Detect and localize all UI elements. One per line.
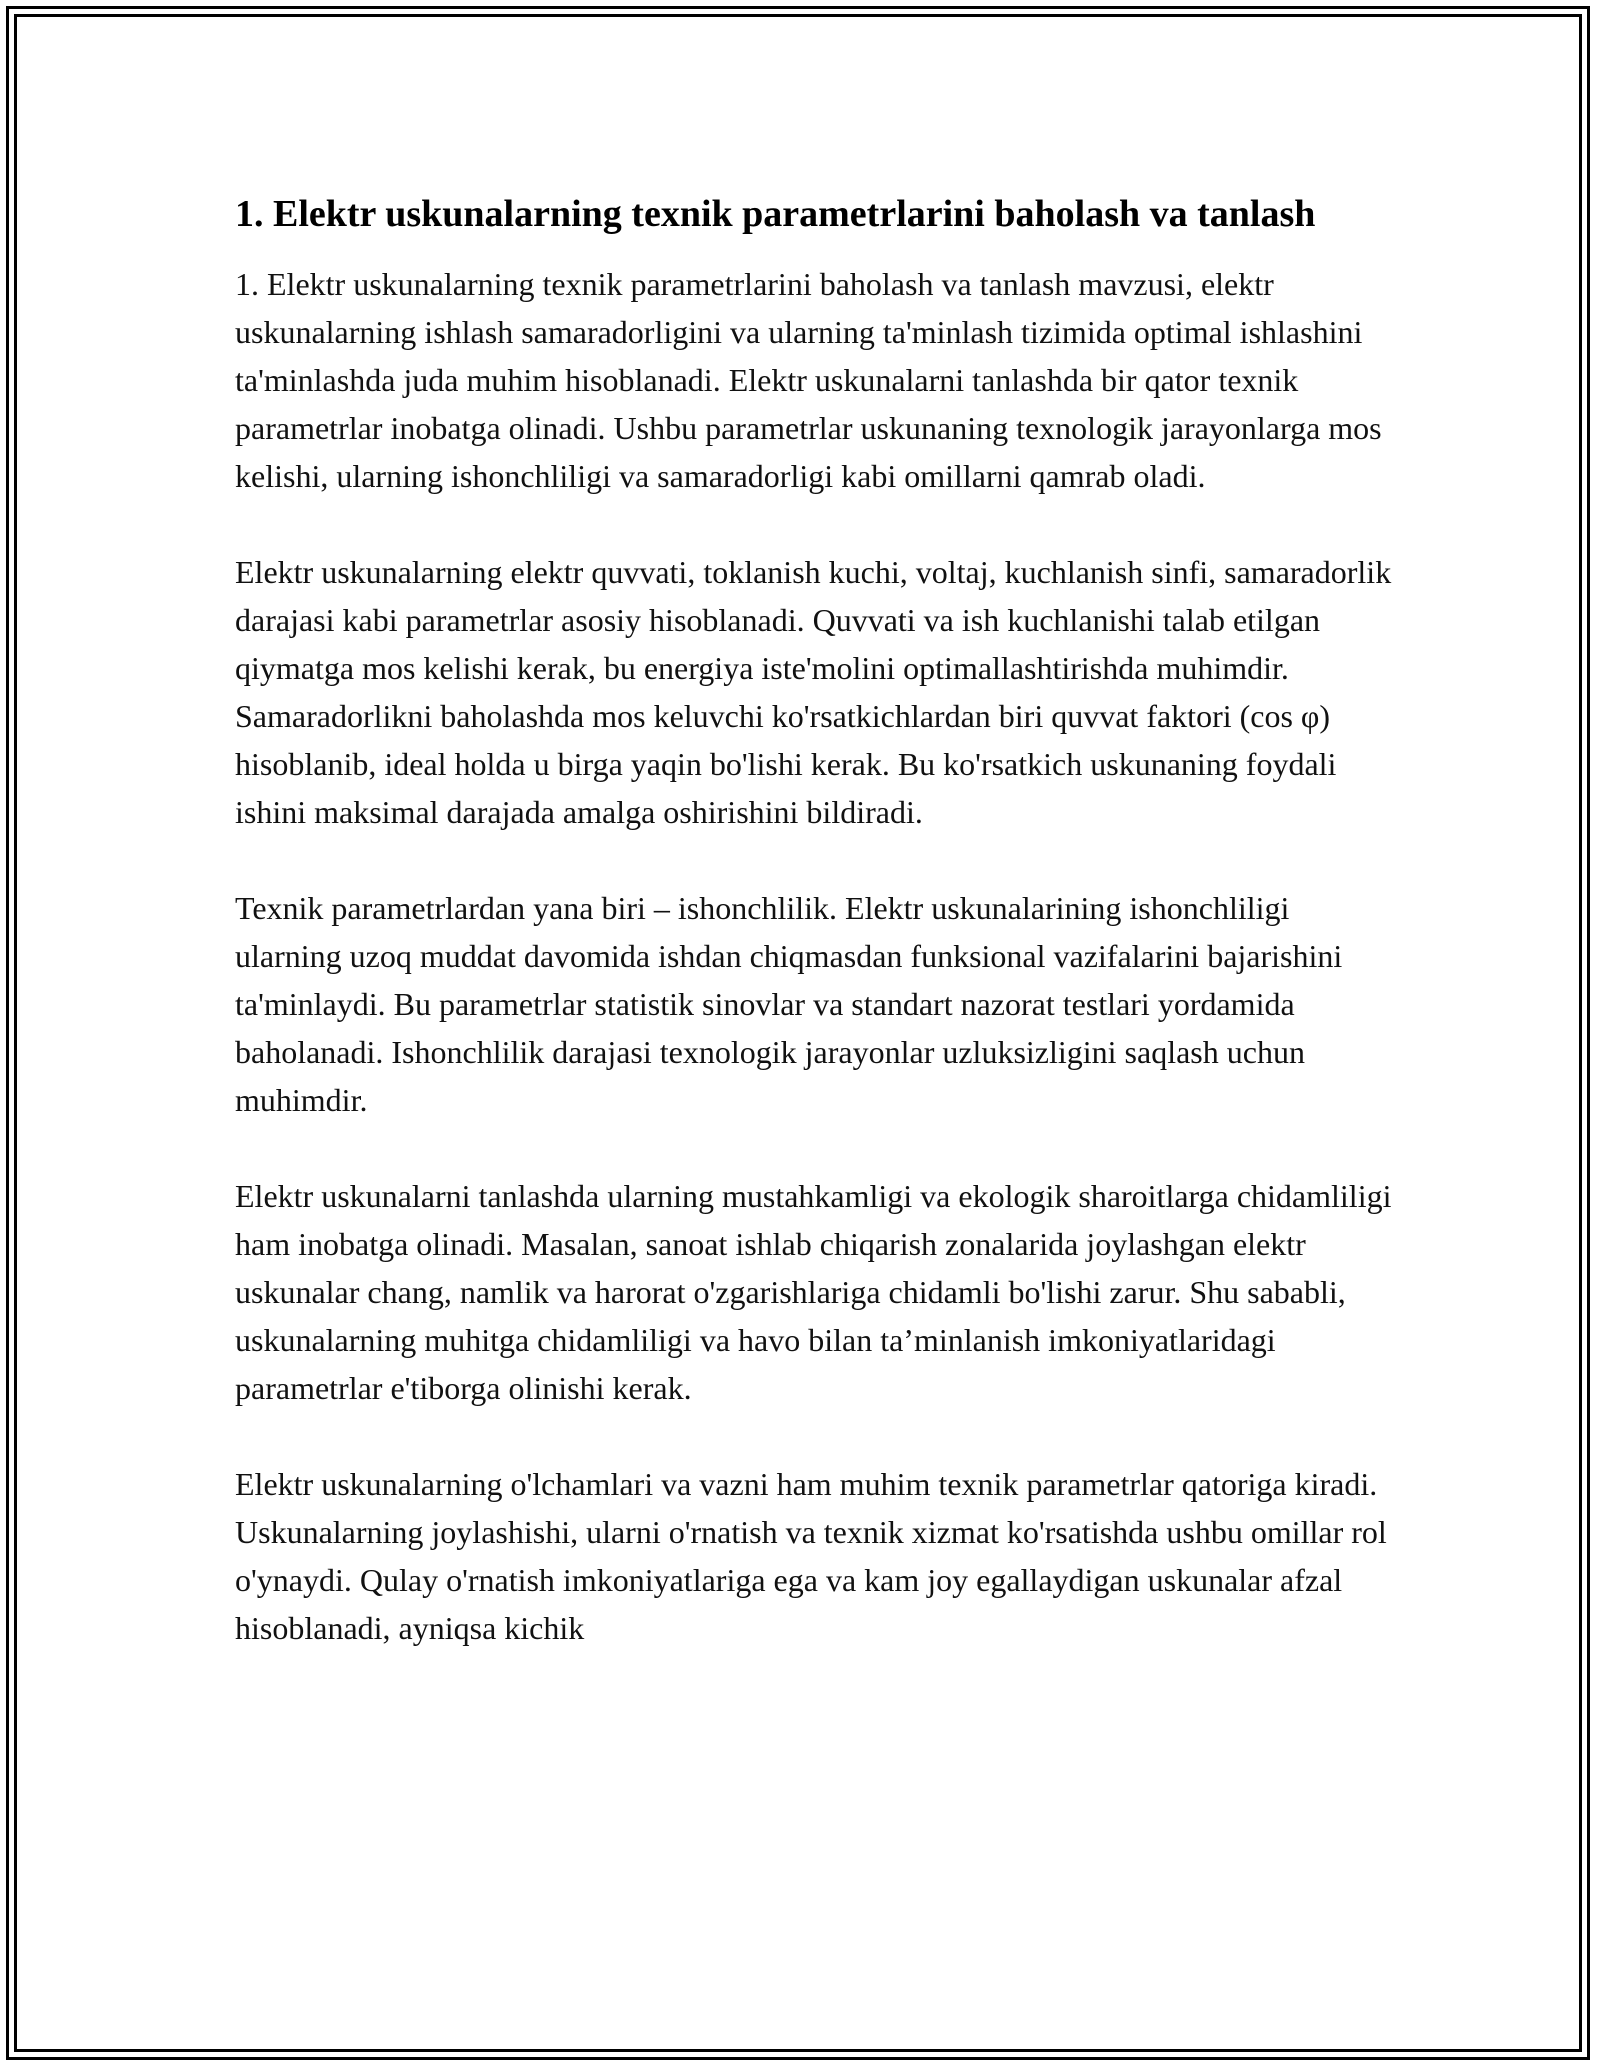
paragraph-electrical-parameters: Elektr uskunalarning elektr quvvati, toklanish kuchi, voltaj, kuchlanish sinfi, samaradorlik darajasi kabi parametrlar asosiy hisoblanadi. Quvvati va ish kuchlanishi talab etilgan qiymatga mos kelishi kerak, bu energiya iste'molini optimallashtirishda muhimdir. Samaradorlikni baholashda mos keluvchi ko'rsatkichlardan biri quvvat faktori (cos φ) hisoblanib, ideal holda u birga yaqin bo'lishi kerak. Bu ko'rsatkich uskunaning foydali ishini maksimal darajada amalga oshirishini bildiradi. bbox=[235, 554, 1392, 830]
paragraph-dimensions: Elektr uskunalarning o'lchamlari va vazni ham muhim texnik parametrlar qatoriga kiradi. Uskunalarning joylashishi, ularni o'rnatish va texnik xizmat ko'rsatishda ushbu omillar rol o'ynaydi. Qulay o'rnatish imkoniyatlariga ega va kam joy egallaydigan uskunalar afzal hisoblanadi, ayniqsa kichik bbox=[235, 1466, 1387, 1646]
paragraph-durability: Elektr uskunalarni tanlashda ularning mustahkamligi va ekologik sharoitlarga chidamliligi ham inobatga olinadi. Masalan, sanoat ishlab chiqarish zonalarida joylashgan elektr uskunalar chang, namlik va harorat o'zgarishlariga chidamli bo'lishi zarur. Shu sababli, uskunalarning muhitga chidamliligi va havo bilan ta’minlanish imkoniyatlaridagi parametrlar e'tiborga olinishi kerak. bbox=[235, 1178, 1392, 1406]
page-title: 1. Elektr uskunalarning texnik parametrlarini baholash va tanlash bbox=[235, 193, 1316, 235]
document-page bbox=[235, 186, 1395, 1652]
paragraph-intro: 1. Elektr uskunalarning texnik parametrlarini baholash va tanlash mavzusi, elektr uskunalarning ishlash samaradorligini va ularning ta'minlash tizimida optimal ishlashini ta'minlashda juda muhim hisoblanadi. Elektr uskunalarni tanlashda bir qator texnik parametrlar inobatga olinadi. Ushbu parametrlar uskunaning texnologik jarayonlarga mos kelishi, ularning ishonchliligi va samaradorligi kabi omillarni qamrab oladi. bbox=[235, 266, 1382, 494]
paragraph-reliability: Texnik parametrlardan yana biri – ishonchlilik. Elektr uskunalarining ishonchliligi ularning uzoq muddat davomida ishdan chiqmasdan funksional vazifalarini bajarishini ta'minlaydi. Bu parametrlar statistik sinovlar va standart nazorat testlari yordamida baholanadi. Ishonchlilik darajasi texnologik jarayonlar uzluksizligini saqlash uchun muhimdir. bbox=[235, 890, 1343, 1118]
